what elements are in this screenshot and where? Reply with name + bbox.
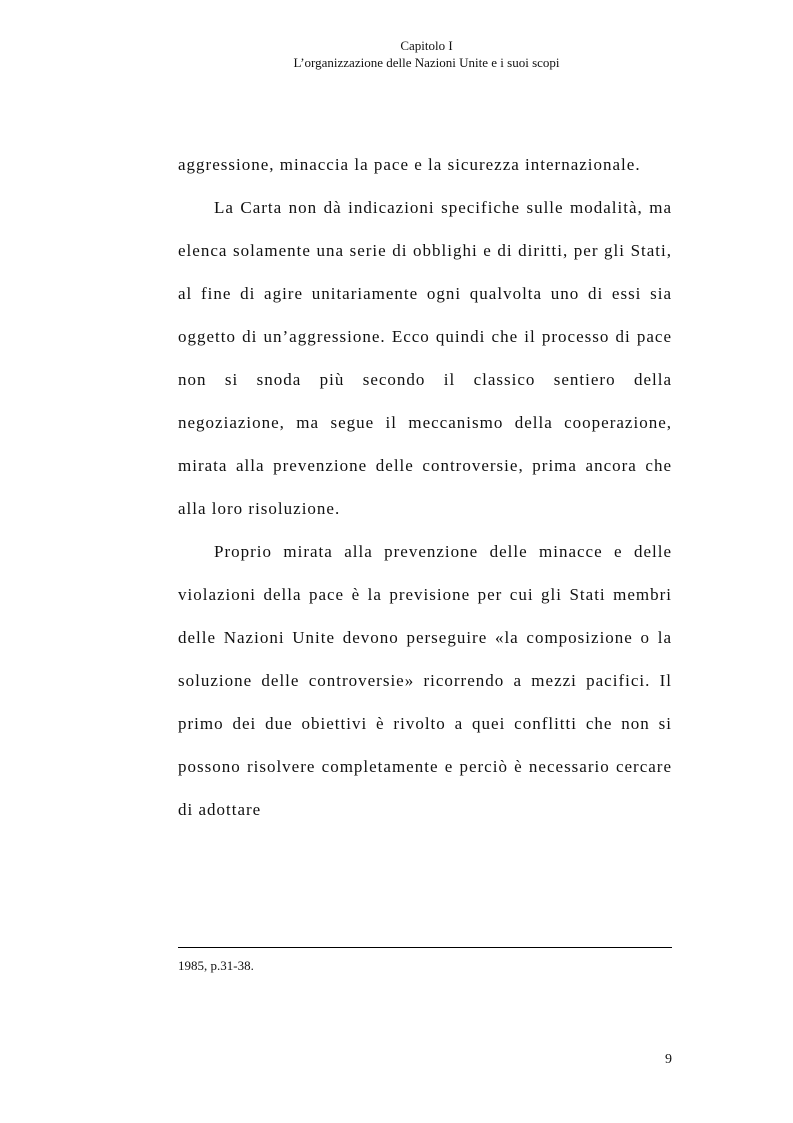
paragraph-continuation: aggressione, minaccia la pace e la sicurezza internazionale. (178, 155, 641, 174)
footnote: 1985, p.31-38. (178, 958, 254, 973)
footnote-divider (178, 947, 672, 948)
main-text (178, 143, 672, 831)
chapter-label: Capitolo I (400, 38, 453, 53)
paragraph: La Carta non dà indicazioni specifiche sulle modalità, ma elenca solamente una serie di obblighi e di diritti, per gli Stati, al fine di agire unitariamente ogni qualvolta uno di essi sia oggetto di un’aggressione. Ecco quindi che il processo di pace non si snoda più secondo il classico sentiero della negoziazione, ma segue il meccanismo della cooperazione, mirata alla prevenzione delle controversie, prima ancora che alla loro risoluzione. (178, 198, 672, 518)
paragraph: Proprio mirata alla prevenzione delle minacce e delle violazioni della pace è la previsione per cui gli Stati membri delle Nazioni Unite devono perseguire «la composizione o la soluzione delle controversie» ricorrendo a mezzi pacifici. Il primo dei due obiettivi è rivolto a quei conflitti che non si possono risolvere completamente e perciò è necessario cercare di adottare (178, 542, 672, 819)
page-number: 9 (665, 1052, 672, 1067)
chapter-title: L’organizzazione delle Nazioni Unite e i suoi scopi (293, 55, 560, 70)
running-header (0, 37, 793, 71)
